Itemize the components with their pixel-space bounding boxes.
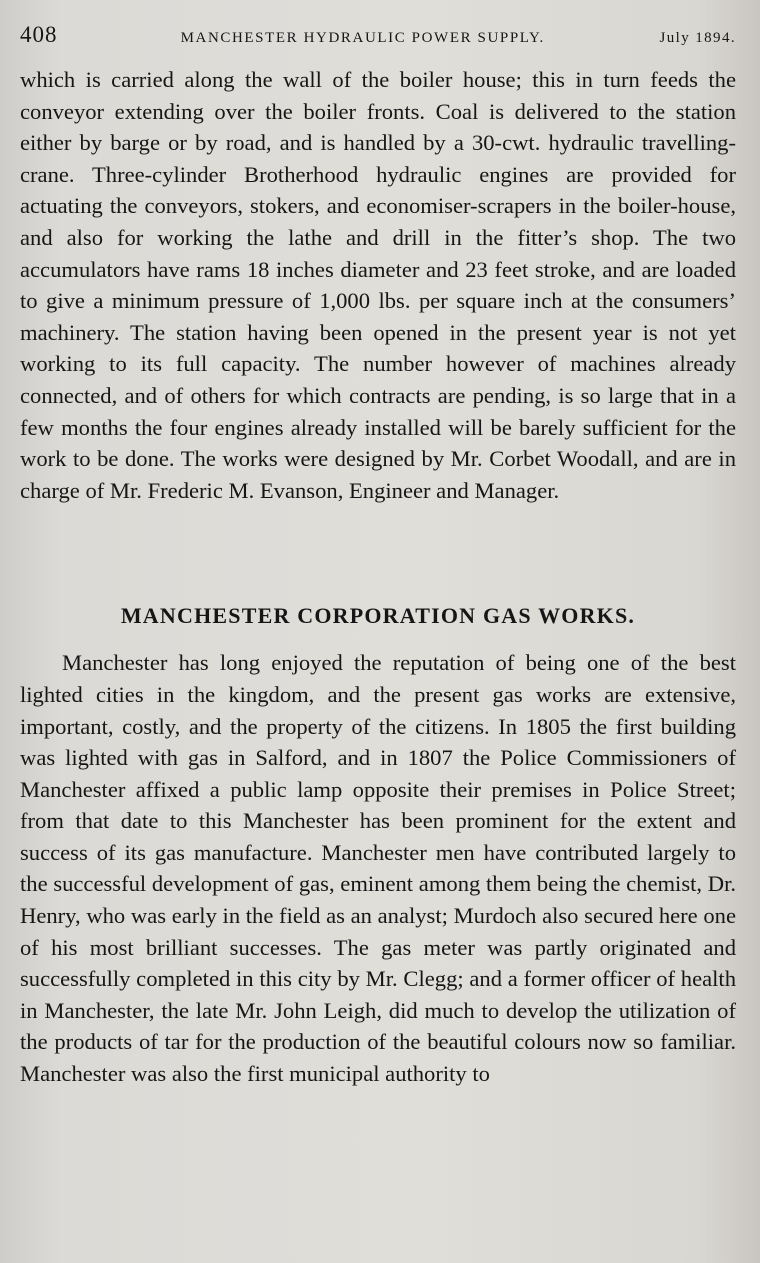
section-heading: MANCHESTER CORPORATION GAS WORKS.: [120, 603, 636, 629]
running-head: [20, 22, 736, 56]
running-title: MANCHESTER HYDRAULIC POWER SUPPLY.: [180, 30, 545, 46]
section-paragraph: Manchester has long enjoyed the reputation of being one of the best lighted cities in the kingdom, and the present gas works are extensive, important, costly, and the property of the citizens. In 1805 the first building was lighted with gas in Salford, and in 1807 the Police Commissioners of Manchester affixed a public lamp opposite their premises in Police Street; from that date to this Manchester has been prominent for the extent and success of its gas manufacture. Manchester men have contributed largely to the successful development of gas, eminent among them being the chemist, Dr. Henry, who was early in the field as an analyst; Murdoch also secured here one of his most brilliant successes. The gas meter was partly originated and successfully completed in this city by Mr. Clegg; and a former officer of health in Manchester, the late Mr. John Leigh, did much to develop the utilization of the products of tar for the production of the beautiful colours now so familiar. Manchester was also the first municipal authority to: [20, 650, 736, 1087]
running-date: July 1894.: [659, 30, 736, 46]
page-number: 408: [20, 22, 58, 47]
continued-paragraph: which is carried along the wall of the boiler house; this in turn feeds the conveyor extending over the boiler fronts. Coal is delivered to the station either by barge or by road, and is handled by a 30-cwt. hydraulic travelling-crane. Three-cylinder Brotherhood hydraulic engines are provided for actuating the conveyors, stokers, and economiser-scrapers in the boiler-house, and also for working the lathe and drill in the fitter’s shop. The two accumulators have rams 18 inches diameter and 23 feet stroke, and are loaded to give a minimum pressure of 1,000 lbs. per square inch at the consumers’ machinery. The station having been opened in the present year is not yet working to its full capacity. The number however of machines already connected, and of others for which contracts are pending, is so large that in a few months the four engines already installed will be barely sufficient for the work to be done. The works were designed by Mr. Corbet Woodall, and are in charge of Mr. Frederic M. Evanson, Engineer and Manager.: [20, 67, 736, 503]
